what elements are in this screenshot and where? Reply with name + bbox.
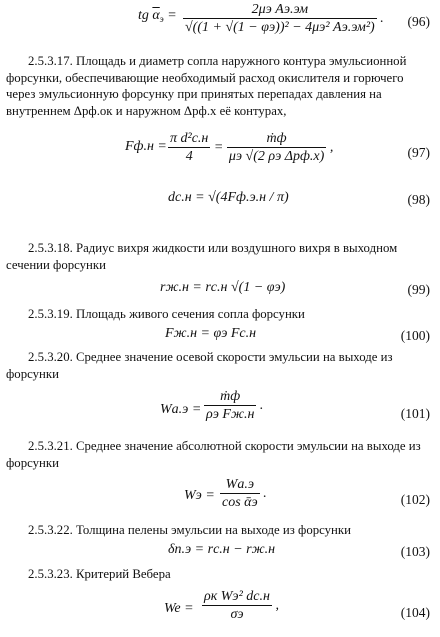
equation-98	[0, 180, 440, 207]
eq96-number: (96)	[407, 14, 430, 29]
paragraph-2-5-3-23	[6, 566, 432, 583]
eq101-lhs: Wа.э =	[160, 402, 202, 417]
eq96-denominator: √((1 + √(1 − φэ))² − 4μэ² Aэ.эм²)	[185, 20, 375, 35]
paragraph-2-5-3-19	[6, 306, 432, 323]
eq98-number: (98)	[407, 192, 430, 207]
paragraph-18-text: 2.5.3.18. Радиус вихря жидкости или воздушного вихря в выходном сечении форсунки	[6, 241, 398, 272]
eq97-lhs: Fф.н =	[125, 139, 167, 154]
eq104-fraction: $\frac{\text{ρк Wэ² dс.н}}{\sigma э}$ ,	[204, 589, 279, 622]
paragraph-2-5-3-21	[6, 438, 432, 471]
eq97-rhs-denominator: μэ √(2 ρэ Δpф.х)	[228, 149, 325, 164]
equation-96	[0, 2, 440, 35]
eq104-lhs: We =	[164, 601, 194, 616]
eq104-denominator: σэ	[202, 605, 272, 623]
eq104-number: (104)	[400, 605, 430, 620]
eq96-lhs: tg $\overline{\alpha}_э$ =	[138, 8, 177, 24]
equation-100	[0, 326, 440, 343]
eq101-number: (101)	[400, 406, 430, 421]
eq101-fraction: $\frac{\text{ṁф}}{\text{ρэ Fж.н}}$ .	[206, 389, 264, 422]
paragraph-2-5-3-17	[6, 53, 432, 119]
eq96-fraction: $\frac{\text{2μэ Aэ.эм}}{\text{√((1 + √(1 − φэ))² − 4μэ² Aэ.эм²)}}$ .	[185, 2, 384, 35]
paragraph-2-5-3-18	[6, 240, 432, 273]
eq97-mid-denominator: 4	[168, 147, 210, 165]
paragraph-22-text: 2.5.3.22. Толщина пелены эмульсии на выходе из форсунки	[28, 523, 351, 537]
eq97-mid-numerator: π d²с.н	[170, 131, 209, 146]
eq102-lhs: Wэ =	[184, 488, 215, 503]
eq97-equals: =	[213, 140, 224, 156]
eq101-denominator: ρэ Fж.н	[206, 407, 255, 422]
equation-101	[0, 389, 440, 422]
eq103-text: δп.э = rс.н − rж.н	[168, 542, 276, 557]
eq99-number: (99)	[407, 282, 430, 297]
eq102-denominator: cos ᾱэ	[222, 495, 258, 510]
equation-102	[0, 477, 440, 510]
eq97-number: (97)	[407, 145, 430, 160]
eq100-text: Fж.н = φэ Fс.н	[165, 326, 257, 341]
eq101-numerator: ṁф	[220, 389, 241, 404]
eq102-number: (102)	[400, 492, 430, 507]
equation-97	[0, 131, 440, 164]
equation-103	[0, 542, 440, 559]
eq97-rhs-numerator: ṁф	[266, 131, 287, 146]
paragraph-2-5-3-20	[6, 349, 432, 382]
eq96-numerator: 2μэ Aэ.эм	[251, 2, 309, 17]
paragraph-2-5-3-22	[6, 522, 432, 539]
equation-99	[0, 280, 440, 297]
paragraph-19-text: 2.5.3.19. Площадь живого сечения сопла форсунки	[28, 307, 305, 321]
eq97-middle-fraction: $\frac{\text{π d²с.н}}{4}$ = $\frac{\text{ṁф}}{\text{μэ √(2 ρэ Δpф.х)}}$ ,	[170, 131, 334, 164]
paragraph-21-text: 2.5.3.21. Среднее значение абсолютной скорости эмульсии на выходе из форсунки	[6, 439, 421, 470]
eq98-text: dс.н = √(4Fф.э.н / π)	[168, 190, 289, 205]
eq102-numerator: Wа.э	[225, 477, 255, 492]
paragraph-20-text: 2.5.3.20. Среднее значение осевой скорости эмульсии на выходе из форсунки	[6, 350, 393, 381]
eq102-fraction: $\frac{Wа.э}{\text{cos ᾱэ}}$ .	[222, 477, 267, 510]
eq99-text: rж.н = rс.н √(1 − φэ)	[160, 280, 286, 295]
paragraph-23-text: 2.5.3.23. Критерий Вебера	[28, 567, 171, 581]
eq104-numerator: ρк Wэ² dс.н	[204, 589, 270, 604]
eq100-number: (100)	[400, 328, 430, 343]
paragraph-17-text: 2.5.3.17. Площадь и диаметр сопла наружного контура эмульсионной форсунки, обеспечивающие необходимый расход окислителя и горючего через эмульсионную форсунку при принятых перепадах давления на внутреннем Δpф.ок и наружном Δpф.х её контурах,	[6, 54, 407, 118]
eq103-number: (103)	[400, 544, 430, 559]
